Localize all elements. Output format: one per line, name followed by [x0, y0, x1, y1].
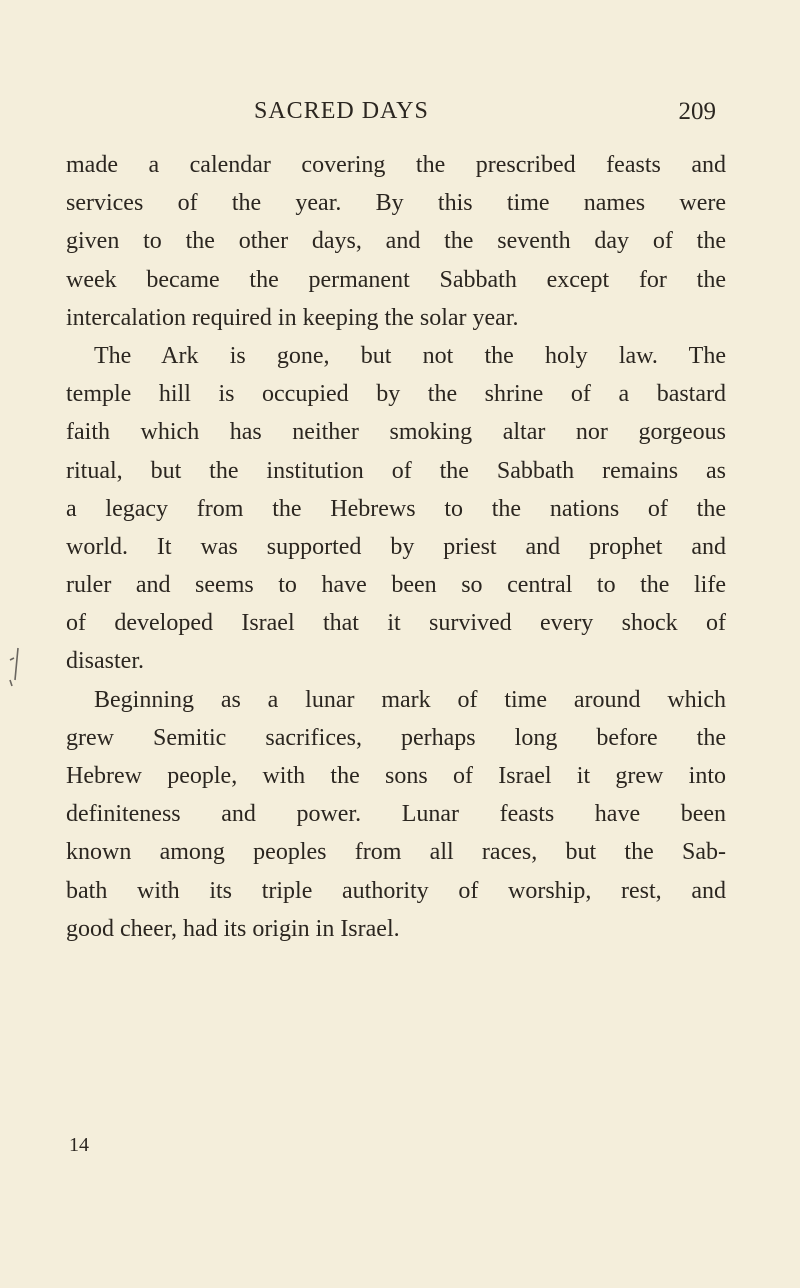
- text-line: definiteness and power. Lunar feasts have been: [66, 801, 726, 828]
- text-line: good cheer, had its origin in Israel.: [66, 915, 400, 942]
- text-line: ruler and seems to have been so central to the life: [66, 572, 726, 599]
- page-number: 209: [678, 98, 716, 125]
- text-line: The Ark is gone, but not the holy law. The: [94, 342, 726, 369]
- text-line: a legacy from the Hebrews to the nations of the: [66, 495, 726, 522]
- text-line: Beginning as a lunar mark of time around which: [94, 686, 726, 713]
- text-line: services of the year. By this time names were: [66, 190, 726, 217]
- text-line: Hebrew people, with the sons of Israel it grew into: [66, 763, 726, 789]
- text-line: world. It was supported by priest and prophet and: [66, 533, 726, 560]
- text-line: week became the permanent Sabbath except for the: [66, 266, 726, 293]
- text-line: of developed Israel that it survived every shock of: [66, 610, 726, 637]
- text-line: intercalation required in keeping the solar year.: [66, 304, 519, 331]
- text-line: temple hill is occupied by the shrine of a bastard: [66, 381, 726, 408]
- text-line: bath with its triple authority of worship, rest, and: [66, 877, 726, 904]
- text-line: given to the other days, and the seventh day of the: [66, 228, 726, 255]
- running-title: SACRED DAYS: [254, 98, 429, 124]
- margin-pencil-mark: [6, 640, 26, 700]
- page-header: [66, 98, 716, 134]
- text-line: known among peoples from all races, but the Sab-: [66, 839, 726, 866]
- text-line: grew Semitic sacrifices, perhaps long before the: [66, 724, 726, 751]
- text-line: faith which has neither smoking altar nor gorgeous: [66, 419, 726, 446]
- text-line: ritual, but the institution of the Sabbath remains as: [66, 457, 726, 484]
- body-text: [66, 146, 726, 948]
- text-line: disaster.: [66, 648, 144, 675]
- signature-mark: 14: [69, 1134, 89, 1156]
- text-line: made a calendar covering the prescribed feasts and: [66, 152, 726, 178]
